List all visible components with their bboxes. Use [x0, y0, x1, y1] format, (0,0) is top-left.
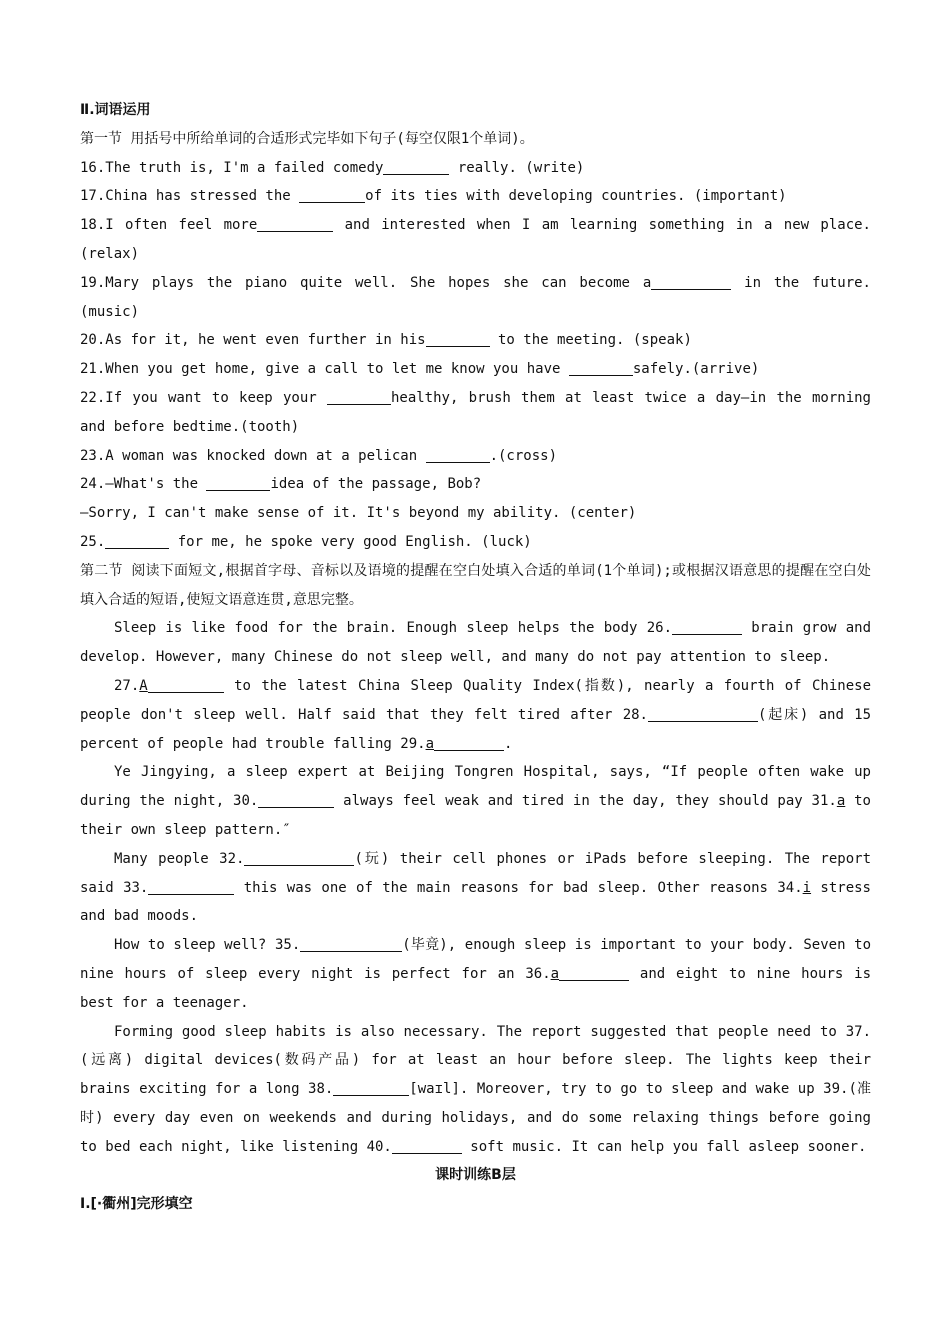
answer-blank[interactable] [426, 330, 490, 347]
question-16: 16.The truth is, I'm a failed comedy really. (write) [80, 159, 585, 176]
hint-letter: A [139, 677, 148, 694]
answer-blank[interactable] [300, 935, 402, 952]
passage-paragraph-1: Sleep is like food for the brain. Enough sleep helps the body 26. brain grow and develop. However, many Chinese do not sleep well, and many do not pay attention to sleep. [80, 620, 871, 666]
part2-instructions: 第二节 阅读下面短文,根据首字母、音标以及语境的提醒在空白处填入合适的单词(1个单词);或根据汉语意思的提醒在空白处填入合适的短语,使短文语意连贯,意思完整。 [80, 562, 871, 608]
question-17: 17.China has stressed the of its ties with developing countries. (important) [80, 188, 787, 205]
answer-blank[interactable] [392, 1137, 462, 1154]
cloze-section-heading: Ⅰ.[·衢州]完形填空 [80, 1196, 193, 1213]
answer-blank[interactable] [148, 676, 224, 693]
answer-blank[interactable] [651, 273, 731, 290]
hint-letter: a [425, 735, 435, 752]
passage-paragraph-4: Many people 32. (玩) their cell phones or iPads before sleeping. The report said 33. this was one of the main reasons for bad sleep. Other reasons 34.i stress and bad moods. [80, 850, 871, 925]
worksheet-page [80, 96, 871, 1219]
passage-paragraph-3: Ye Jingying, a sleep expert at Beijing Tongren Hospital, says, “If people often wake up during the night, 30. always feel weak and tired in the day, they should pay 31.a to their own sleep pattern.″ [80, 764, 871, 838]
answer-blank[interactable] [648, 705, 758, 722]
answer-blank[interactable] [257, 215, 333, 232]
question-19: 19.Mary plays the piano quite well. She hopes she can become a in the future. (music) [80, 274, 871, 320]
part-b-title: 课时训练B层 [435, 1167, 516, 1184]
hint-letter: i [802, 879, 812, 896]
answer-blank[interactable] [383, 158, 449, 175]
answer-blank[interactable] [105, 532, 169, 549]
question-18: 18.I often feel more and interested when I am learning something in a new place. (relax) [80, 217, 871, 262]
answer-blank[interactable] [299, 186, 365, 203]
answer-blank[interactable] [559, 964, 629, 981]
answer-blank[interactable] [569, 359, 633, 376]
answer-blank[interactable] [327, 388, 391, 405]
answer-blank[interactable] [258, 791, 334, 808]
part1-instructions: 第一节 用括号中所给单词的合适形式完毕如下句子(每空仅限1个单词)。 [80, 130, 534, 147]
answer-blank[interactable] [148, 878, 234, 895]
question-24: 24.—What's the idea of the passage, Bob? [80, 476, 482, 493]
question-23: 23.A woman was knocked down at a pelican .(cross) [80, 447, 558, 464]
passage-paragraph-2: 27.A to the latest China Sleep Quality Index(指数), nearly a fourth of Chinese people don't sleep well. Half said that they felt tired after 28. (起床) and 15 percent of people had trouble falling 29.a . [80, 677, 872, 752]
answer-blank[interactable] [333, 1079, 409, 1096]
answer-blank[interactable] [426, 446, 490, 463]
answer-blank[interactable] [434, 734, 504, 751]
passage-paragraph-6: Forming good sleep habits is also necessary. The report suggested that people need to 37.(远离) digital devices(数码产品) for at least an hour before sleep. The lights keep their brains exciting for a long 38. [waɪl]. Moreover, try to go to sleep and wake up 39.(准时) every day even on weekends and during holidays, and do some relaxing things before going to bed each night, like listening 40. soft music. It can help you fall asleep sooner. [80, 1023, 871, 1155]
hint-letter: a [550, 965, 560, 982]
question-25: 25. for me, he spoke very good English. (luck) [80, 533, 532, 550]
question-22: 22.If you want to keep your healthy, brush them at least twice a day—in the morning and before bedtime.(tooth) [80, 389, 871, 435]
question-21: 21.When you get home, give a call to let me know you have safely.(arrive) [80, 361, 760, 378]
answer-blank[interactable] [244, 849, 354, 866]
answer-blank[interactable] [206, 474, 270, 491]
question-24-reply: —Sorry, I can't make sense of it. It's beyond my ability. (center) [80, 505, 637, 522]
passage-paragraph-5: How to sleep well? 35. (毕竟), enough sleep is important to your body. Seven to nine hours of sleep every night is perfect for an 36.a and eight to nine hours is best for a teenager. [80, 937, 871, 1011]
section-heading: Ⅱ.词语运用 [80, 102, 151, 118]
hint-letter: a [836, 793, 846, 810]
answer-blank[interactable] [672, 618, 742, 635]
question-20: 20.As for it, he went even further in his to the meeting. (speak) [80, 332, 692, 349]
